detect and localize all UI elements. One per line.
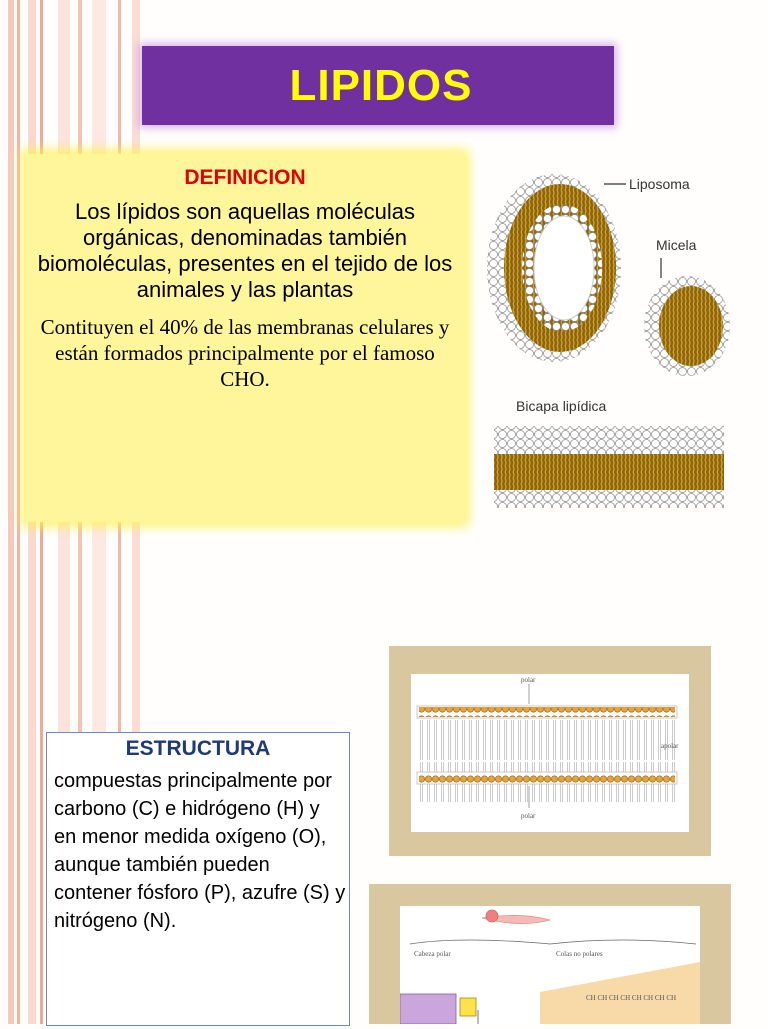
bilayer-diagram	[494, 426, 724, 508]
estructura-heading: ESTRUCTURA	[125, 737, 271, 760]
lipid-structures-illustration	[480, 160, 750, 520]
definition-body: Los lípidos son aquellas moléculas orgánicas, denominadas también biomoléculas, presentes en el tejido de los animales y las plantas	[37, 199, 453, 302]
bilayer-top-label: polar	[521, 676, 536, 684]
page-title: LIPIDOS	[289, 60, 473, 110]
polar-head-label: Cabeza polar	[414, 950, 451, 958]
definition-heading: DEFINICION	[184, 166, 306, 189]
estructura-box	[46, 732, 350, 1026]
bilayer-side-label: apolar	[661, 742, 679, 750]
polar-head-panel	[369, 884, 731, 1024]
membrane-bilayer-panel	[389, 646, 711, 856]
polar-head-image	[400, 906, 700, 1024]
bilayer-bottom-label: polar	[521, 812, 536, 820]
polar-head-drawing	[400, 906, 700, 1024]
membrane-bilayer-image	[411, 674, 689, 832]
micelle-diagram	[644, 276, 730, 376]
nonpolar-tails-label: Colas no polares	[556, 950, 603, 958]
liposome-diagram	[487, 174, 621, 362]
definition-box	[26, 154, 464, 522]
carbon-chain-label: CH CH CH CH CH CH CH CH	[586, 994, 677, 1002]
membrane-bilayer-drawing	[411, 674, 689, 832]
definition-body-serif: Contituyen el 40% de las membranas celulares y están formados principalmente por el famoso CHO.	[40, 315, 450, 391]
label-liposoma: Liposoma	[629, 176, 690, 192]
lipid-structures-drawing	[480, 160, 750, 520]
label-bicapa: Bicapa lipídica	[516, 398, 607, 414]
label-micela: Micela	[656, 237, 697, 253]
estructura-body: compuestas principalmente por carbono (C) e hidrógeno (H) y en menor medida oxígeno (O), aunque también pueden contener fósforo (P), azufre (S) y nitrógeno (N).	[54, 770, 346, 932]
title-banner	[142, 46, 614, 125]
